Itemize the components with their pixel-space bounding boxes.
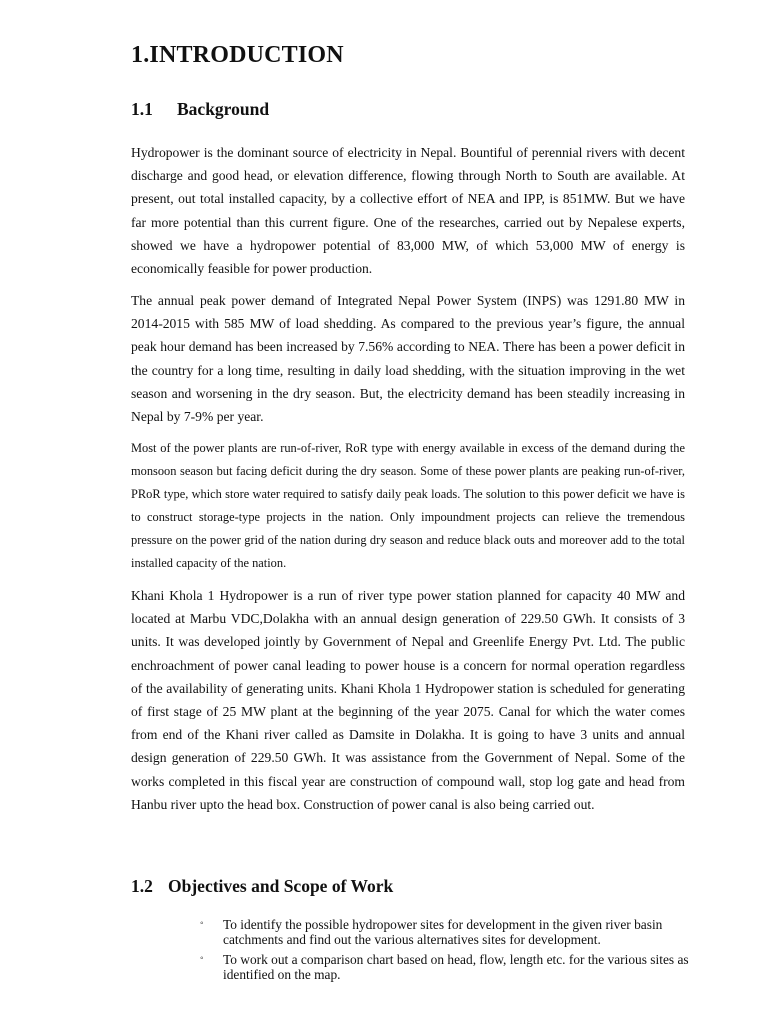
bullet-circle-icon: ◦ (200, 953, 204, 964)
list-item (200, 953, 690, 982)
paragraph-hydropower-overview: Hydropower is the dominant source of electricity in Nepal. Bountiful of perennial rivers with decent discharge and good head, or elevation difference, flowing through North to South are available. At present, out total installed capacity, by a collective effort of NEA and IPP, is 851MW. But we have far more potential than this current figure. One of the researches, carried out by Nepalese experts, showed we have a hydropower potential of 83,000 MW, of which 53,000 MW of energy is economically feasible for power production. (131, 145, 685, 277)
chapter-title: INTRODUCTION (149, 42, 344, 68)
section-heading-objectives (131, 876, 393, 897)
section-number: 1.1 (131, 99, 153, 119)
list-item (200, 918, 690, 947)
objectives-list (200, 918, 690, 988)
section-title: Objectives and Scope of Work (168, 876, 394, 896)
bullet-circle-icon: ◦ (200, 918, 204, 929)
list-item-text: To work out a comparison chart based on head, flow, length etc. for the various sites as identified on the map. (223, 952, 689, 982)
chapter-heading (131, 42, 344, 69)
section-title: Background (177, 99, 270, 119)
paragraph-khani-khola: Khani Khola 1 Hydropower is a run of river type power station planned for capacity 40 MW and located at Marbu VDC,Dolakha with an annual design generation of 229.50 GWh. It consists of 3 units. It was developed jointly by Government of Nepal and Greenlife Energy Pvt. Ltd. The public enchroachment of power canal leading to power house is a concern for normal operation regardless of the availability of generating units. Khani Khola 1 Hydropower station is scheduled for generating of first stage of 25 MW plant at the beginning of the year 2075. Canal for which the water comes from end of the Khani river called as Damsite in Dolakha. It is going to have 3 units and annual design generation of 229.50 GWh. It was assistance from the Government of Nepal. Some of the works completed in this fiscal year are construction of compound wall, stop log gate and head from Hanbu river upto the head box. Construction of power canal is also being carried out. (131, 588, 685, 812)
list-item-text: To identify the possible hydropower sites for development in the given river basin catchments and find out the various alternatives sites for development. (223, 917, 663, 947)
paragraph-peak-demand: The annual peak power demand of Integrated Nepal Power System (INPS) was 1291.80 MW in 2014-2015 with 585 MW of load shedding. As compared to the previous year’s figure, the annual peak hour demand has been increased by 7.56% according to NEA. There has been a power deficit in the country for a long time, resulting in daily load shedding, with the situation improving in the wet season and worsening in the dry season. But, the electricity demand has been steadily increasing in Nepal by 7-9% per year. (131, 293, 685, 425)
section-heading-background (131, 99, 269, 120)
section-number: 1.2 (131, 876, 153, 896)
paragraph-power-plants: Most of the power plants are run-of-river, RoR type with energy available in excess of the demand during the monsoon season but facing deficit during the dry season. Some of these power plants are peaking run-of-river, PRoR type, which store water required to satisfy daily peak loads. The solution to this power deficit we have is to construct storage-type projects in the nation. Only impoundment projects can relieve the tremendous pressure on the power grid of the nation during dry season and reduce black outs and moreover add to the total installed capacity of the nation. (131, 441, 685, 570)
chapter-number: 1. (131, 42, 150, 68)
